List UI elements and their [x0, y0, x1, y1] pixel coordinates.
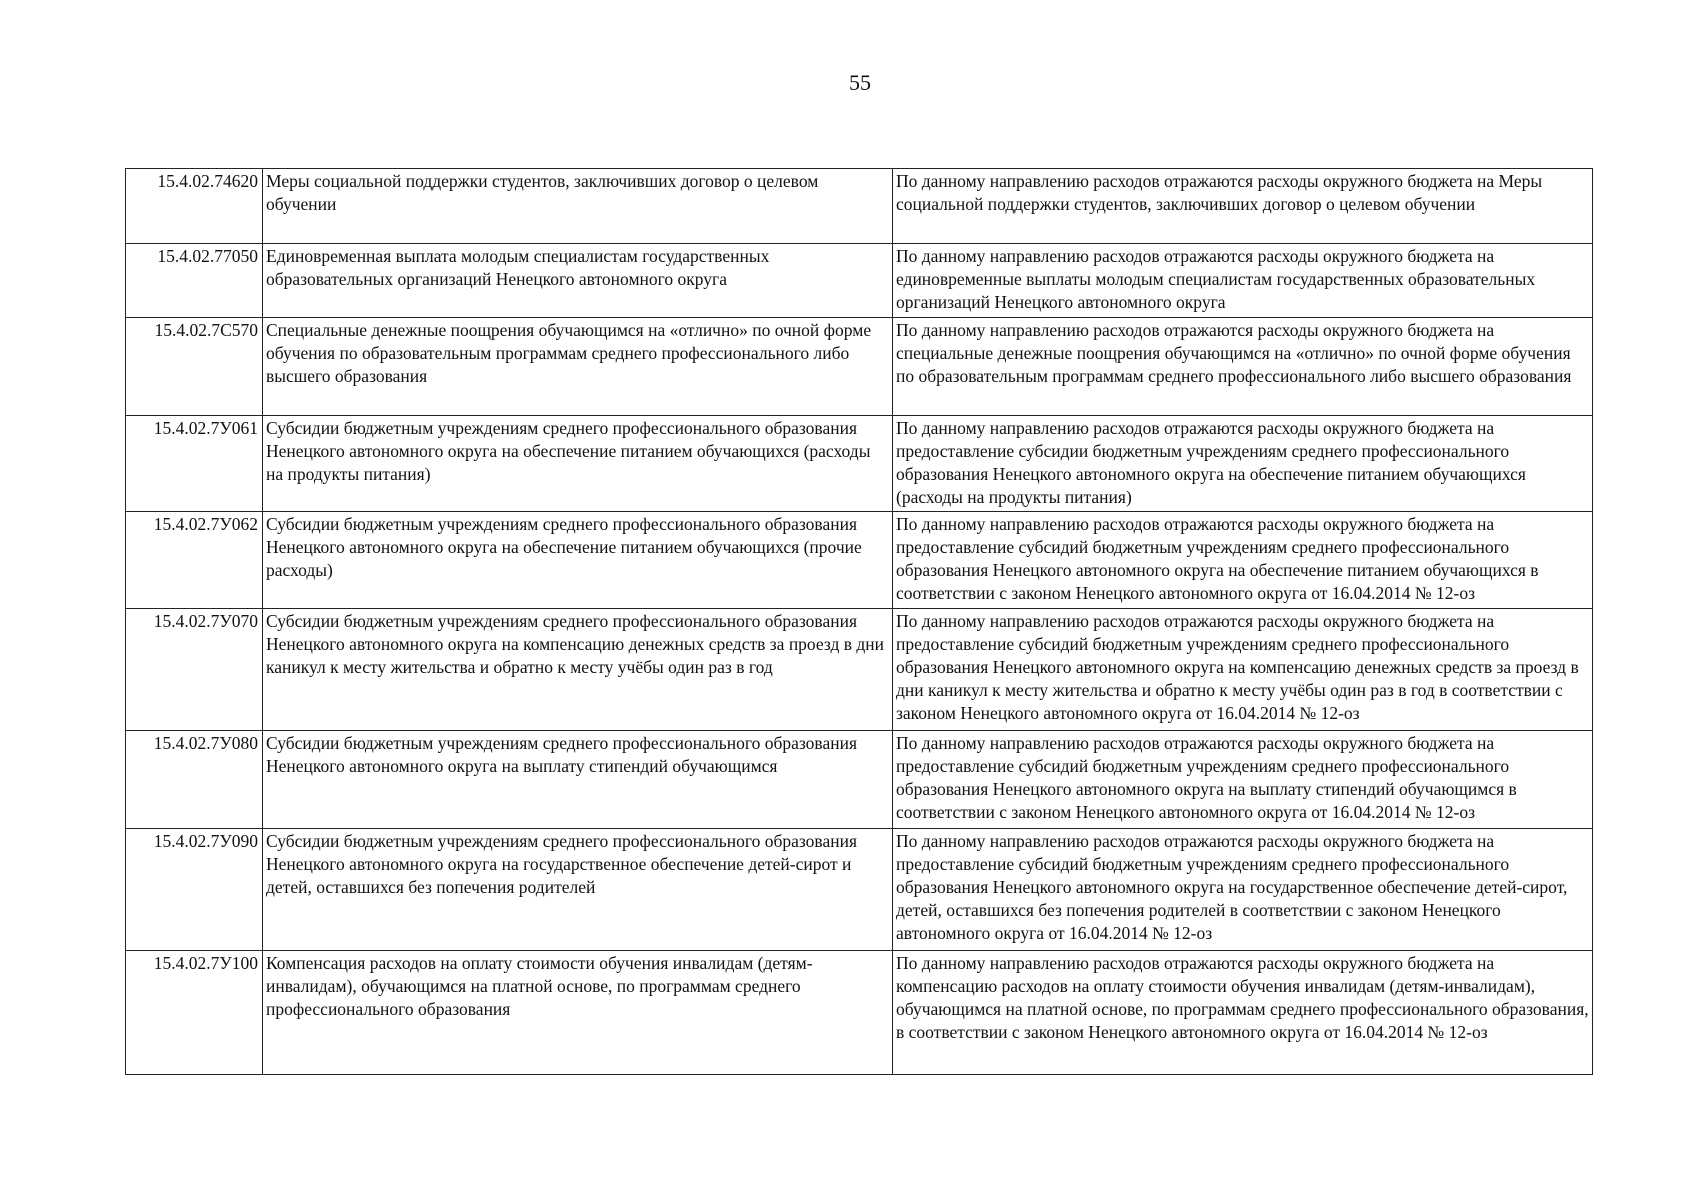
row-code: 15.4.02.74620 [126, 169, 263, 244]
table-row [126, 416, 1593, 512]
row-name: Субсидии бюджетным учреждениям среднего профессионального образования Ненецкого автономного округа на обеспечение питанием обучающихся (прочие расходы) [263, 512, 893, 609]
row-name: Специальные денежные поощрения обучающимся на «отлично» по очной форме обучения по образовательным программам среднего профессионального либо высшего образования [263, 318, 893, 416]
table-row [126, 829, 1593, 951]
row-description: По данному направлению расходов отражаются расходы окружного бюджета на предоставление субсидий бюджетным учреждениям среднего профессионального образования Ненецкого автономного округа на государственное обеспечение детей-сирот, детей, оставшихся без попечения родителей в соответствии с законом Ненецкого автономного округа от 16.04.2014 № 12-оз [893, 829, 1593, 951]
page-number: 55 [849, 70, 871, 95]
row-code: 15.4.02.7У062 [126, 512, 263, 609]
table-row [126, 318, 1593, 416]
row-name: Меры социальной поддержки студентов, заключивших договор о целевом обучении [263, 169, 893, 244]
table-row [126, 512, 1593, 609]
budget-codes-table [125, 168, 1593, 1075]
row-code: 15.4.02.7У061 [126, 416, 263, 512]
row-code: 15.4.02.7У100 [126, 951, 263, 1075]
table-row [126, 609, 1593, 731]
table-row [126, 169, 1593, 244]
row-name: Единовременная выплата молодым специалистам государственных образовательных организаций Ненецкого автономного округа [263, 244, 893, 318]
row-description: По данному направлению расходов отражаются расходы окружного бюджета на предоставление субсидий бюджетным учреждениям среднего профессионального образования Ненецкого автономного округа на компенсацию денежных средств за проезд в дни каникул к месту жительства и обратно к месту учёбы один раз в год в соответствии с законом Ненецкого автономного округа от 16.04.2014 № 12-оз [893, 609, 1593, 731]
row-name: Субсидии бюджетным учреждениям среднего профессионального образования Ненецкого автономного округа на обеспечение питанием обучающихся (расходы на продукты питания) [263, 416, 893, 512]
row-description: По данному направлению расходов отражаются расходы окружного бюджета на предоставление субсидий бюджетным учреждениям среднего профессионального образования Ненецкого автономного округа на выплату стипендий обучающимся в соответствии с законом Ненецкого автономного округа от 16.04.2014 № 12-оз [893, 731, 1593, 829]
row-code: 15.4.02.77050 [126, 244, 263, 318]
row-name: Субсидии бюджетным учреждениям среднего профессионального образования Ненецкого автономного округа на компенсацию денежных средств за проезд в дни каникул к месту жительства и обратно к месту учёбы один раз в год [263, 609, 893, 731]
row-description: По данному направлению расходов отражаются расходы окружного бюджета на специальные денежные поощрения обучающимся на «отлично» по очной форме обучения по образовательным программам среднего профессионального либо высшего образования [893, 318, 1593, 416]
table-row [126, 951, 1593, 1075]
row-description: По данному направлению расходов отражаются расходы окружного бюджета на предоставление субсидий бюджетным учреждениям среднего профессионального образования Ненецкого автономного округа на обеспечение питанием обучающихся в соответствии с законом Ненецкого автономного округа от 16.04.2014 № 12-оз [893, 512, 1593, 609]
row-code: 15.4.02.7С570 [126, 318, 263, 416]
row-description: По данному направлению расходов отражаются расходы окружного бюджета на Меры социальной поддержки студентов, заключивших договор о целевом обучении [893, 169, 1593, 244]
table-row [126, 731, 1593, 829]
table-row [126, 244, 1593, 318]
row-name: Компенсация расходов на оплату стоимости обучения инвалидам (детям-инвалидам), обучающимся на платной основе, по программам среднего профессионального образования [263, 951, 893, 1075]
row-name: Субсидии бюджетным учреждениям среднего профессионального образования Ненецкого автономного округа на государственное обеспечение детей-сирот и детей, оставшихся без попечения родителей [263, 829, 893, 951]
row-code: 15.4.02.7У080 [126, 731, 263, 829]
row-code: 15.4.02.7У090 [126, 829, 263, 951]
row-name: Субсидии бюджетным учреждениям среднего профессионального образования Ненецкого автономного округа на выплату стипендий обучающимся [263, 731, 893, 829]
row-description: По данному направлению расходов отражаются расходы окружного бюджета на компенсацию расходов на оплату стоимости обучения инвалидам (детям-инвалидам), обучающимся на платной основе, по программам среднего профессионального образования, в соответствии с законом Ненецкого автономного округа от 16.04.2014 № 12-оз [893, 951, 1593, 1075]
row-description: По данному направлению расходов отражаются расходы окружного бюджета на единовременные выплаты молодым специалистам государственных образовательных организаций Ненецкого автономного округа [893, 244, 1593, 318]
row-code: 15.4.02.7У070 [126, 609, 263, 731]
row-description: По данному направлению расходов отражаются расходы окружного бюджета на предоставление субсидии бюджетным учреждениям среднего профессионального образования Ненецкого автономного округа на обеспечение питанием обучающихся (расходы на продукты питания) [893, 416, 1593, 512]
